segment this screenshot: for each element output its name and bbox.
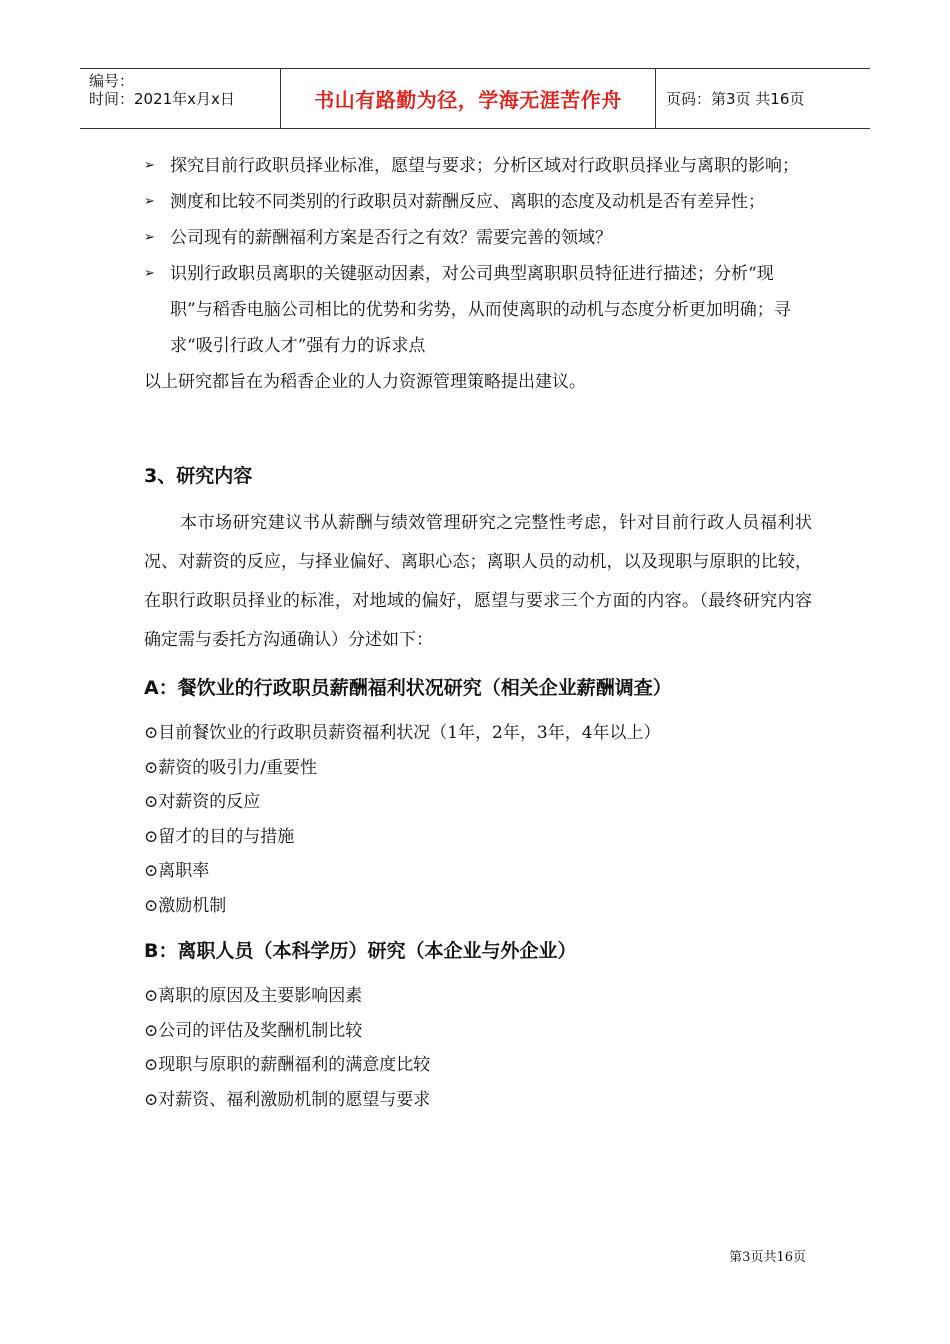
bullet-text: 公司现有的薪酬福利方案是否行之有效？需要完善的领域？ xyxy=(170,228,612,248)
list-item: ⊙现职与原职的薪酬福利的满意度比较 xyxy=(144,1055,431,1075)
header-page-info: 页码：第3页 共16页 xyxy=(666,90,805,108)
list-item: ⊙公司的评估及奖酬机制比较 xyxy=(144,1020,363,1041)
document-body xyxy=(144,148,812,1117)
list-item: ⊙对薪资的反应 xyxy=(144,792,261,812)
arrow-bullet-icon: ➢ xyxy=(144,230,155,245)
header-meta xyxy=(80,69,281,128)
bullet-item xyxy=(144,220,812,256)
list-item: ⊙激励机制 xyxy=(144,895,227,916)
list-item: ⊙薪资的吸引力/重要性 xyxy=(144,757,317,778)
bullet-text: 测度和比较不同类别的行政职员对薪酬反应、离职的态度及动机是否有差异性； xyxy=(170,192,765,212)
bullet-item xyxy=(144,184,812,220)
bullet-text: 识别行政职员离职的关键驱动因素，对公司典型离职职员特征进行描述；分析“现职”与稻香电脑公司相比的优势和劣势，从而使离职的动机与态度分析更加明确；寻求“吸引行政人才”强有力的诉求点 xyxy=(170,264,791,356)
section-title: 3、研究内容 xyxy=(144,465,253,487)
bullet-item xyxy=(144,256,812,364)
bullet-item xyxy=(144,148,812,184)
part-b-title: B：离职人员（本科学历）研究（本企业与外企业） xyxy=(144,940,577,962)
section-intro: 本市场研究建议书从薪酬与绩效管理研究之完整性考虑，针对目前行政人员福利状况、对薪资的反应，与择业偏好、离职心态；离职人员的动机，以及现职与原职的比较，在职行政职员择业的标准，对地域的偏好，愿望与要求三个方面的内容。（最终研究内容确定需与委托方沟通确认）分述如下： xyxy=(144,513,812,650)
arrow-bullet-icon: ➢ xyxy=(144,158,155,173)
page-footer: 第3页共16页 xyxy=(729,1250,806,1265)
list-item: ⊙留才的目的与措施 xyxy=(144,826,295,847)
part-a-title: A：餐饮业的行政职员薪酬福利状况研究（相关企业薪酬调查） xyxy=(144,677,672,699)
number-label: 编号： xyxy=(89,72,135,90)
bullet-text: 探究目前行政职员择业标准，愿望与要求；分析区域对行政职员择业与离职的影响； xyxy=(170,156,799,176)
arrow-bullet-icon: ➢ xyxy=(144,194,155,209)
list-item: ⊙离职的原因及主要影响因素 xyxy=(144,986,363,1006)
header-motto: 书山有路勤为径，学海无涯苦作舟 xyxy=(281,69,656,128)
summary-paragraph: 以上研究都旨在为稻香企业的人力资源管理策略提出建议。 xyxy=(144,372,586,392)
arrow-bullet-icon: ➢ xyxy=(144,266,155,281)
part-a-list xyxy=(144,716,812,923)
part-b-list xyxy=(144,979,812,1117)
list-item: ⊙目前餐饮业的行政职员薪资福利状况（1年，2年，3年，4年以上） xyxy=(144,723,661,743)
list-item: ⊙离职率 xyxy=(144,861,210,881)
time-label: 时间：2021年x月x日 xyxy=(89,90,235,108)
list-item: ⊙对薪资、福利激励机制的愿望与要求 xyxy=(144,1089,431,1110)
page-header xyxy=(80,68,870,129)
